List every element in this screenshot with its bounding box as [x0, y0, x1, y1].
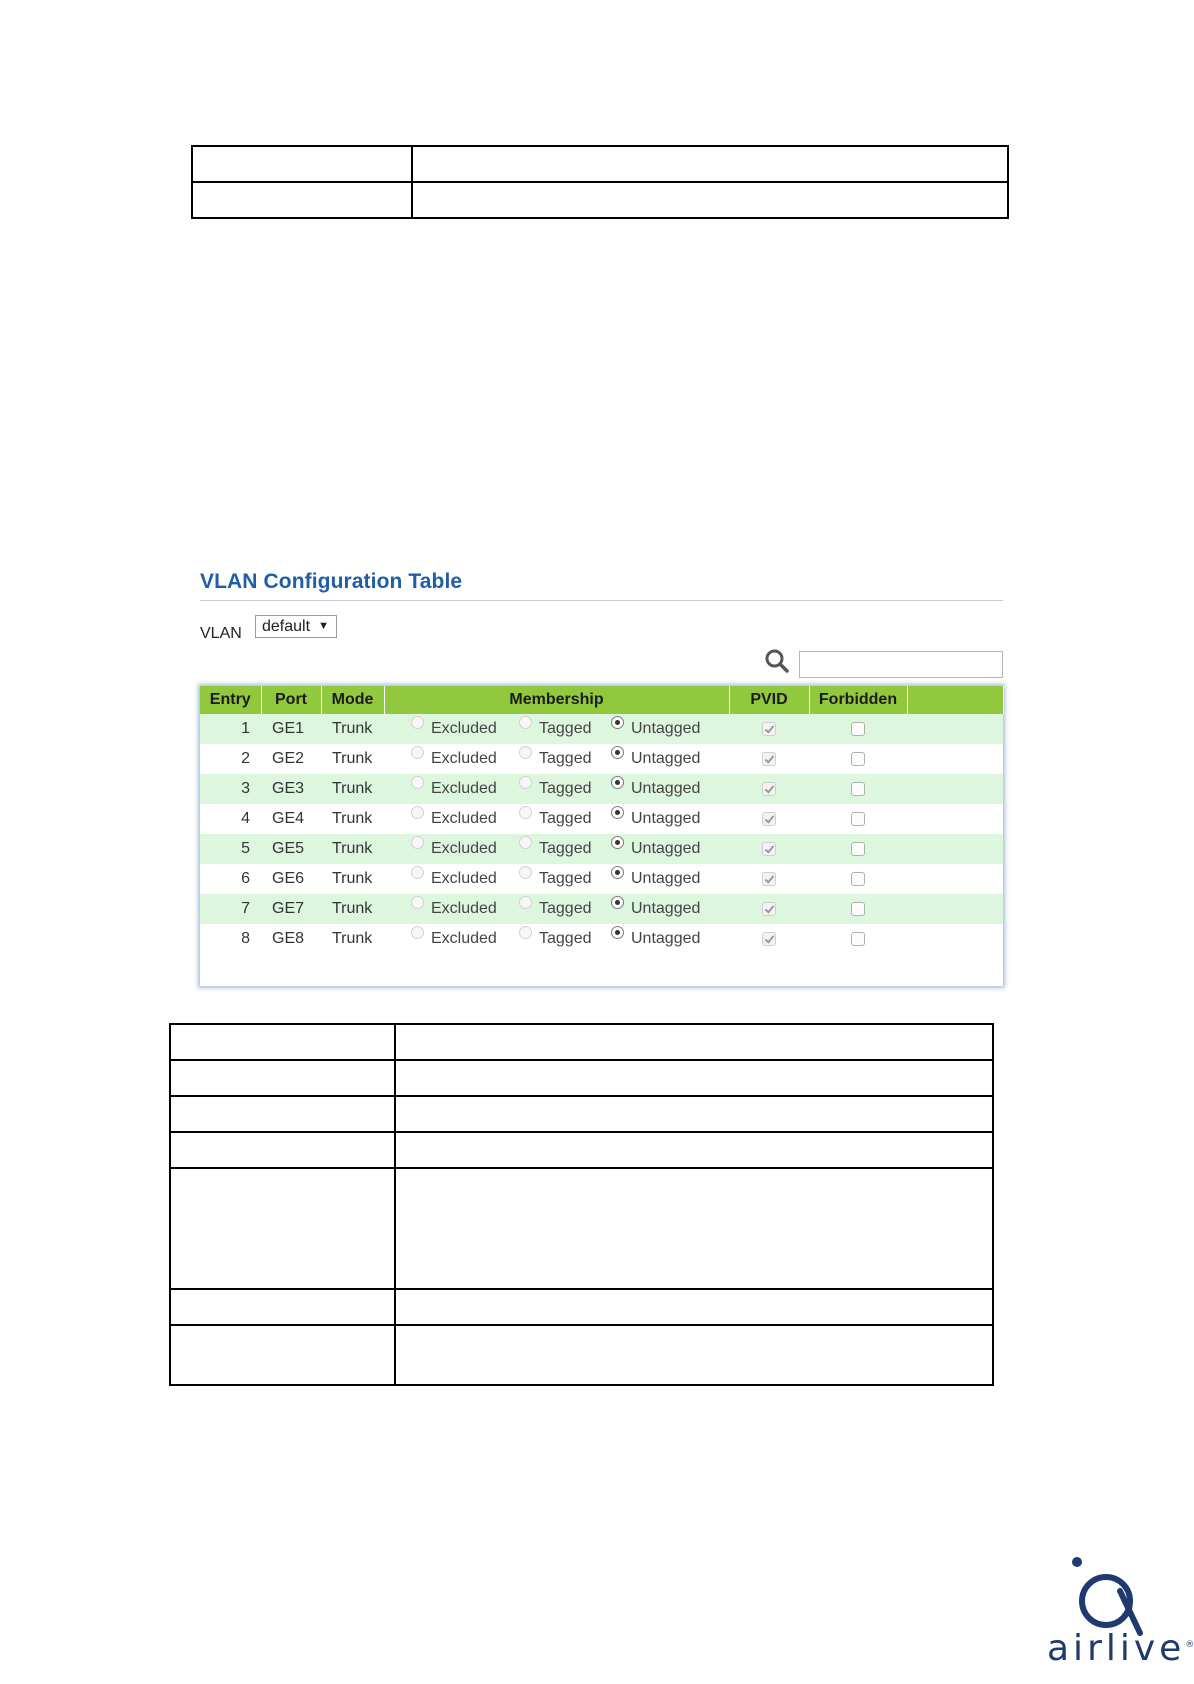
doc-table-row	[170, 1168, 993, 1289]
pvid-cell	[729, 894, 809, 924]
doc-table-row	[170, 1325, 993, 1385]
membership-cell	[384, 894, 729, 924]
port-cell: GE5	[261, 834, 321, 864]
forbidden-cell	[809, 714, 907, 744]
option-label: Untagged	[631, 930, 701, 947]
forbidden-cell	[809, 924, 907, 954]
port-cell: GE7	[261, 894, 321, 924]
table-row	[200, 834, 1003, 864]
pvid-checkbox[interactable]	[762, 872, 776, 886]
radio-untagged[interactable]	[611, 926, 624, 939]
pvid-cell	[729, 924, 809, 954]
spacer-cell	[907, 834, 1003, 864]
radio-tagged[interactable]	[519, 896, 532, 909]
pvid-cell	[729, 774, 809, 804]
membership-option-untagged[interactable]	[611, 810, 721, 828]
option-label: Untagged	[631, 840, 701, 857]
forbidden-checkbox[interactable]	[851, 782, 865, 796]
membership-cell	[384, 864, 729, 894]
radio-tagged[interactable]	[519, 836, 532, 849]
forbidden-cell	[809, 834, 907, 864]
forbidden-cell	[809, 774, 907, 804]
doc-table-row	[170, 1132, 993, 1168]
logo-text: airlive	[1047, 1628, 1186, 1669]
title-divider	[200, 600, 1003, 601]
membership-cell	[384, 774, 729, 804]
pvid-cell	[729, 834, 809, 864]
table-row	[200, 804, 1003, 834]
membership-option-excluded[interactable]	[384, 780, 519, 798]
radio-untagged[interactable]	[611, 896, 624, 909]
membership-option-tagged[interactable]	[519, 750, 611, 768]
caret-down-icon: ▼	[318, 620, 329, 632]
header-port[interactable]: Port	[261, 686, 321, 714]
option-label: Untagged	[631, 900, 701, 917]
membership-option-tagged[interactable]	[519, 840, 611, 858]
pvid-cell	[729, 804, 809, 834]
spacer-cell	[907, 774, 1003, 804]
header-mode[interactable]: Mode	[321, 686, 384, 714]
mode-cell: Trunk	[321, 804, 384, 834]
header-spacer	[907, 686, 1003, 714]
radio-tagged[interactable]	[519, 866, 532, 879]
forbidden-checkbox[interactable]	[851, 902, 865, 916]
spacer-cell	[907, 864, 1003, 894]
forbidden-checkbox[interactable]	[851, 842, 865, 856]
table-row	[200, 924, 1003, 954]
option-label: Tagged	[539, 900, 592, 917]
entry-cell: 4	[200, 804, 261, 834]
membership-cell	[384, 744, 729, 774]
entry-cell: 6	[200, 864, 261, 894]
membership-option-excluded[interactable]	[384, 870, 519, 888]
vlan-configuration-panel	[193, 560, 1011, 955]
membership-option-excluded[interactable]	[384, 930, 519, 948]
radio-excluded[interactable]	[411, 866, 424, 879]
radio-untagged[interactable]	[611, 806, 624, 819]
pvid-checkbox[interactable]	[762, 782, 776, 796]
option-label: Excluded	[431, 780, 497, 797]
membership-option-tagged[interactable]	[519, 720, 611, 738]
membership-option-tagged[interactable]	[519, 930, 611, 948]
pvid-checkbox[interactable]	[762, 812, 776, 826]
entry-cell: 7	[200, 894, 261, 924]
forbidden-cell	[809, 864, 907, 894]
option-label: Untagged	[631, 780, 701, 797]
option-label: Tagged	[539, 930, 592, 947]
option-label: Untagged	[631, 810, 701, 827]
doc-table-row	[170, 1096, 993, 1132]
vlan-label: VLAN	[200, 625, 242, 642]
mode-cell: Trunk	[321, 744, 384, 774]
option-label: Excluded	[431, 810, 497, 827]
forbidden-checkbox[interactable]	[851, 872, 865, 886]
radio-untagged[interactable]	[611, 716, 624, 729]
panel-title: VLAN Configuration Table	[200, 570, 463, 593]
membership-option-tagged[interactable]	[519, 870, 611, 888]
forbidden-checkbox[interactable]	[851, 752, 865, 766]
pvid-cell	[729, 744, 809, 774]
document-table-top	[191, 145, 1009, 219]
table-row	[200, 864, 1003, 894]
entry-cell: 1	[200, 714, 261, 744]
entry-cell: 8	[200, 924, 261, 954]
entry-cell: 2	[200, 744, 261, 774]
pvid-cell	[729, 714, 809, 744]
membership-option-untagged[interactable]	[611, 900, 721, 918]
membership-option-untagged[interactable]	[611, 780, 721, 798]
option-label: Excluded	[431, 870, 497, 887]
membership-option-untagged[interactable]	[611, 750, 721, 768]
pvid-checkbox[interactable]	[762, 752, 776, 766]
radio-excluded[interactable]	[411, 746, 424, 759]
port-cell: GE6	[261, 864, 321, 894]
vlan-select[interactable]	[255, 615, 337, 638]
radio-tagged[interactable]	[519, 746, 532, 759]
mode-cell: Trunk	[321, 774, 384, 804]
port-cell: GE4	[261, 804, 321, 834]
radio-excluded[interactable]	[411, 806, 424, 819]
forbidden-checkbox[interactable]	[851, 932, 865, 946]
membership-cell	[384, 804, 729, 834]
option-label: Excluded	[431, 840, 497, 857]
grid-body	[200, 714, 1003, 954]
header-pvid[interactable]: PVID	[729, 686, 809, 714]
membership-option-excluded[interactable]	[384, 840, 519, 858]
mode-cell: Trunk	[321, 834, 384, 864]
port-cell: GE3	[261, 774, 321, 804]
header-entry[interactable]: Entry	[200, 686, 261, 714]
radio-tagged[interactable]	[519, 806, 532, 819]
document-table-bottom	[169, 1023, 994, 1386]
spacer-cell	[907, 894, 1003, 924]
vlan-grid	[200, 686, 1004, 954]
option-label: Tagged	[539, 870, 592, 887]
option-label: Tagged	[539, 780, 592, 797]
doc-table-row	[170, 1289, 993, 1325]
option-label: Tagged	[539, 720, 592, 737]
forbidden-checkbox[interactable]	[851, 812, 865, 826]
pvid-checkbox[interactable]	[762, 932, 776, 946]
membership-option-excluded[interactable]	[384, 810, 519, 828]
option-label: Untagged	[631, 870, 701, 887]
mode-cell: Trunk	[321, 924, 384, 954]
forbidden-cell	[809, 804, 907, 834]
membership-option-untagged[interactable]	[611, 840, 721, 858]
port-cell: GE2	[261, 744, 321, 774]
vlan-grid-container	[200, 686, 1003, 986]
option-label: Tagged	[539, 750, 592, 767]
doc-table-row	[192, 146, 1008, 182]
membership-option-tagged[interactable]	[519, 780, 611, 798]
option-label: Tagged	[539, 810, 592, 827]
entry-cell: 3	[200, 774, 261, 804]
doc-table-row	[170, 1060, 993, 1096]
forbidden-cell	[809, 894, 907, 924]
option-label: Excluded	[431, 750, 497, 767]
radio-tagged[interactable]	[519, 926, 532, 939]
radio-untagged[interactable]	[611, 746, 624, 759]
spacer-cell	[907, 744, 1003, 774]
table-row	[200, 774, 1003, 804]
membership-cell	[384, 834, 729, 864]
entry-cell: 5	[200, 834, 261, 864]
membership-option-tagged[interactable]	[519, 900, 611, 918]
mode-cell: Trunk	[321, 894, 384, 924]
doc-table-row	[170, 1024, 993, 1060]
radio-tagged[interactable]	[519, 716, 532, 729]
vlan-select-value: default	[262, 618, 311, 635]
port-cell: GE1	[261, 714, 321, 744]
pvid-checkbox[interactable]	[762, 842, 776, 856]
pvid-cell	[729, 864, 809, 894]
membership-cell	[384, 714, 729, 744]
table-row	[200, 894, 1003, 924]
forbidden-cell	[809, 744, 907, 774]
radio-excluded[interactable]	[411, 776, 424, 789]
membership-option-excluded[interactable]	[384, 900, 519, 918]
pvid-checkbox[interactable]	[762, 902, 776, 916]
radio-excluded[interactable]	[411, 896, 424, 909]
radio-untagged[interactable]	[611, 836, 624, 849]
logo-wordmark	[1047, 1628, 1194, 1669]
membership-option-untagged[interactable]	[611, 930, 721, 948]
spacer-cell	[907, 804, 1003, 834]
pvid-checkbox[interactable]	[762, 722, 776, 736]
search-icon[interactable]	[764, 648, 790, 674]
option-label: Untagged	[631, 750, 701, 767]
option-label: Excluded	[431, 720, 497, 737]
radio-excluded[interactable]	[411, 716, 424, 729]
table-row	[200, 714, 1003, 744]
header-membership[interactable]: Membership	[384, 686, 729, 714]
spacer-cell	[907, 714, 1003, 744]
membership-option-tagged[interactable]	[519, 810, 611, 828]
radio-untagged[interactable]	[611, 776, 624, 789]
doc-table-row	[192, 182, 1008, 218]
radio-excluded[interactable]	[411, 926, 424, 939]
mode-cell: Trunk	[321, 714, 384, 744]
radio-excluded[interactable]	[411, 836, 424, 849]
membership-cell	[384, 924, 729, 954]
radio-untagged[interactable]	[611, 866, 624, 879]
option-label: Excluded	[431, 930, 497, 947]
option-label: Untagged	[631, 720, 701, 737]
membership-option-untagged[interactable]	[611, 870, 721, 888]
registered-mark: ®	[1185, 1640, 1194, 1650]
grid-header-row	[200, 686, 1003, 714]
membership-option-excluded[interactable]	[384, 720, 519, 738]
header-forbidden[interactable]: Forbidden	[809, 686, 907, 714]
port-cell: GE8	[261, 924, 321, 954]
forbidden-checkbox[interactable]	[851, 722, 865, 736]
membership-option-untagged[interactable]	[611, 720, 721, 738]
search-input[interactable]	[799, 651, 1003, 678]
membership-option-excluded[interactable]	[384, 750, 519, 768]
option-label: Excluded	[431, 900, 497, 917]
mode-cell: Trunk	[321, 864, 384, 894]
option-label: Tagged	[539, 840, 592, 857]
spacer-cell	[907, 924, 1003, 954]
radio-tagged[interactable]	[519, 776, 532, 789]
table-row	[200, 744, 1003, 774]
